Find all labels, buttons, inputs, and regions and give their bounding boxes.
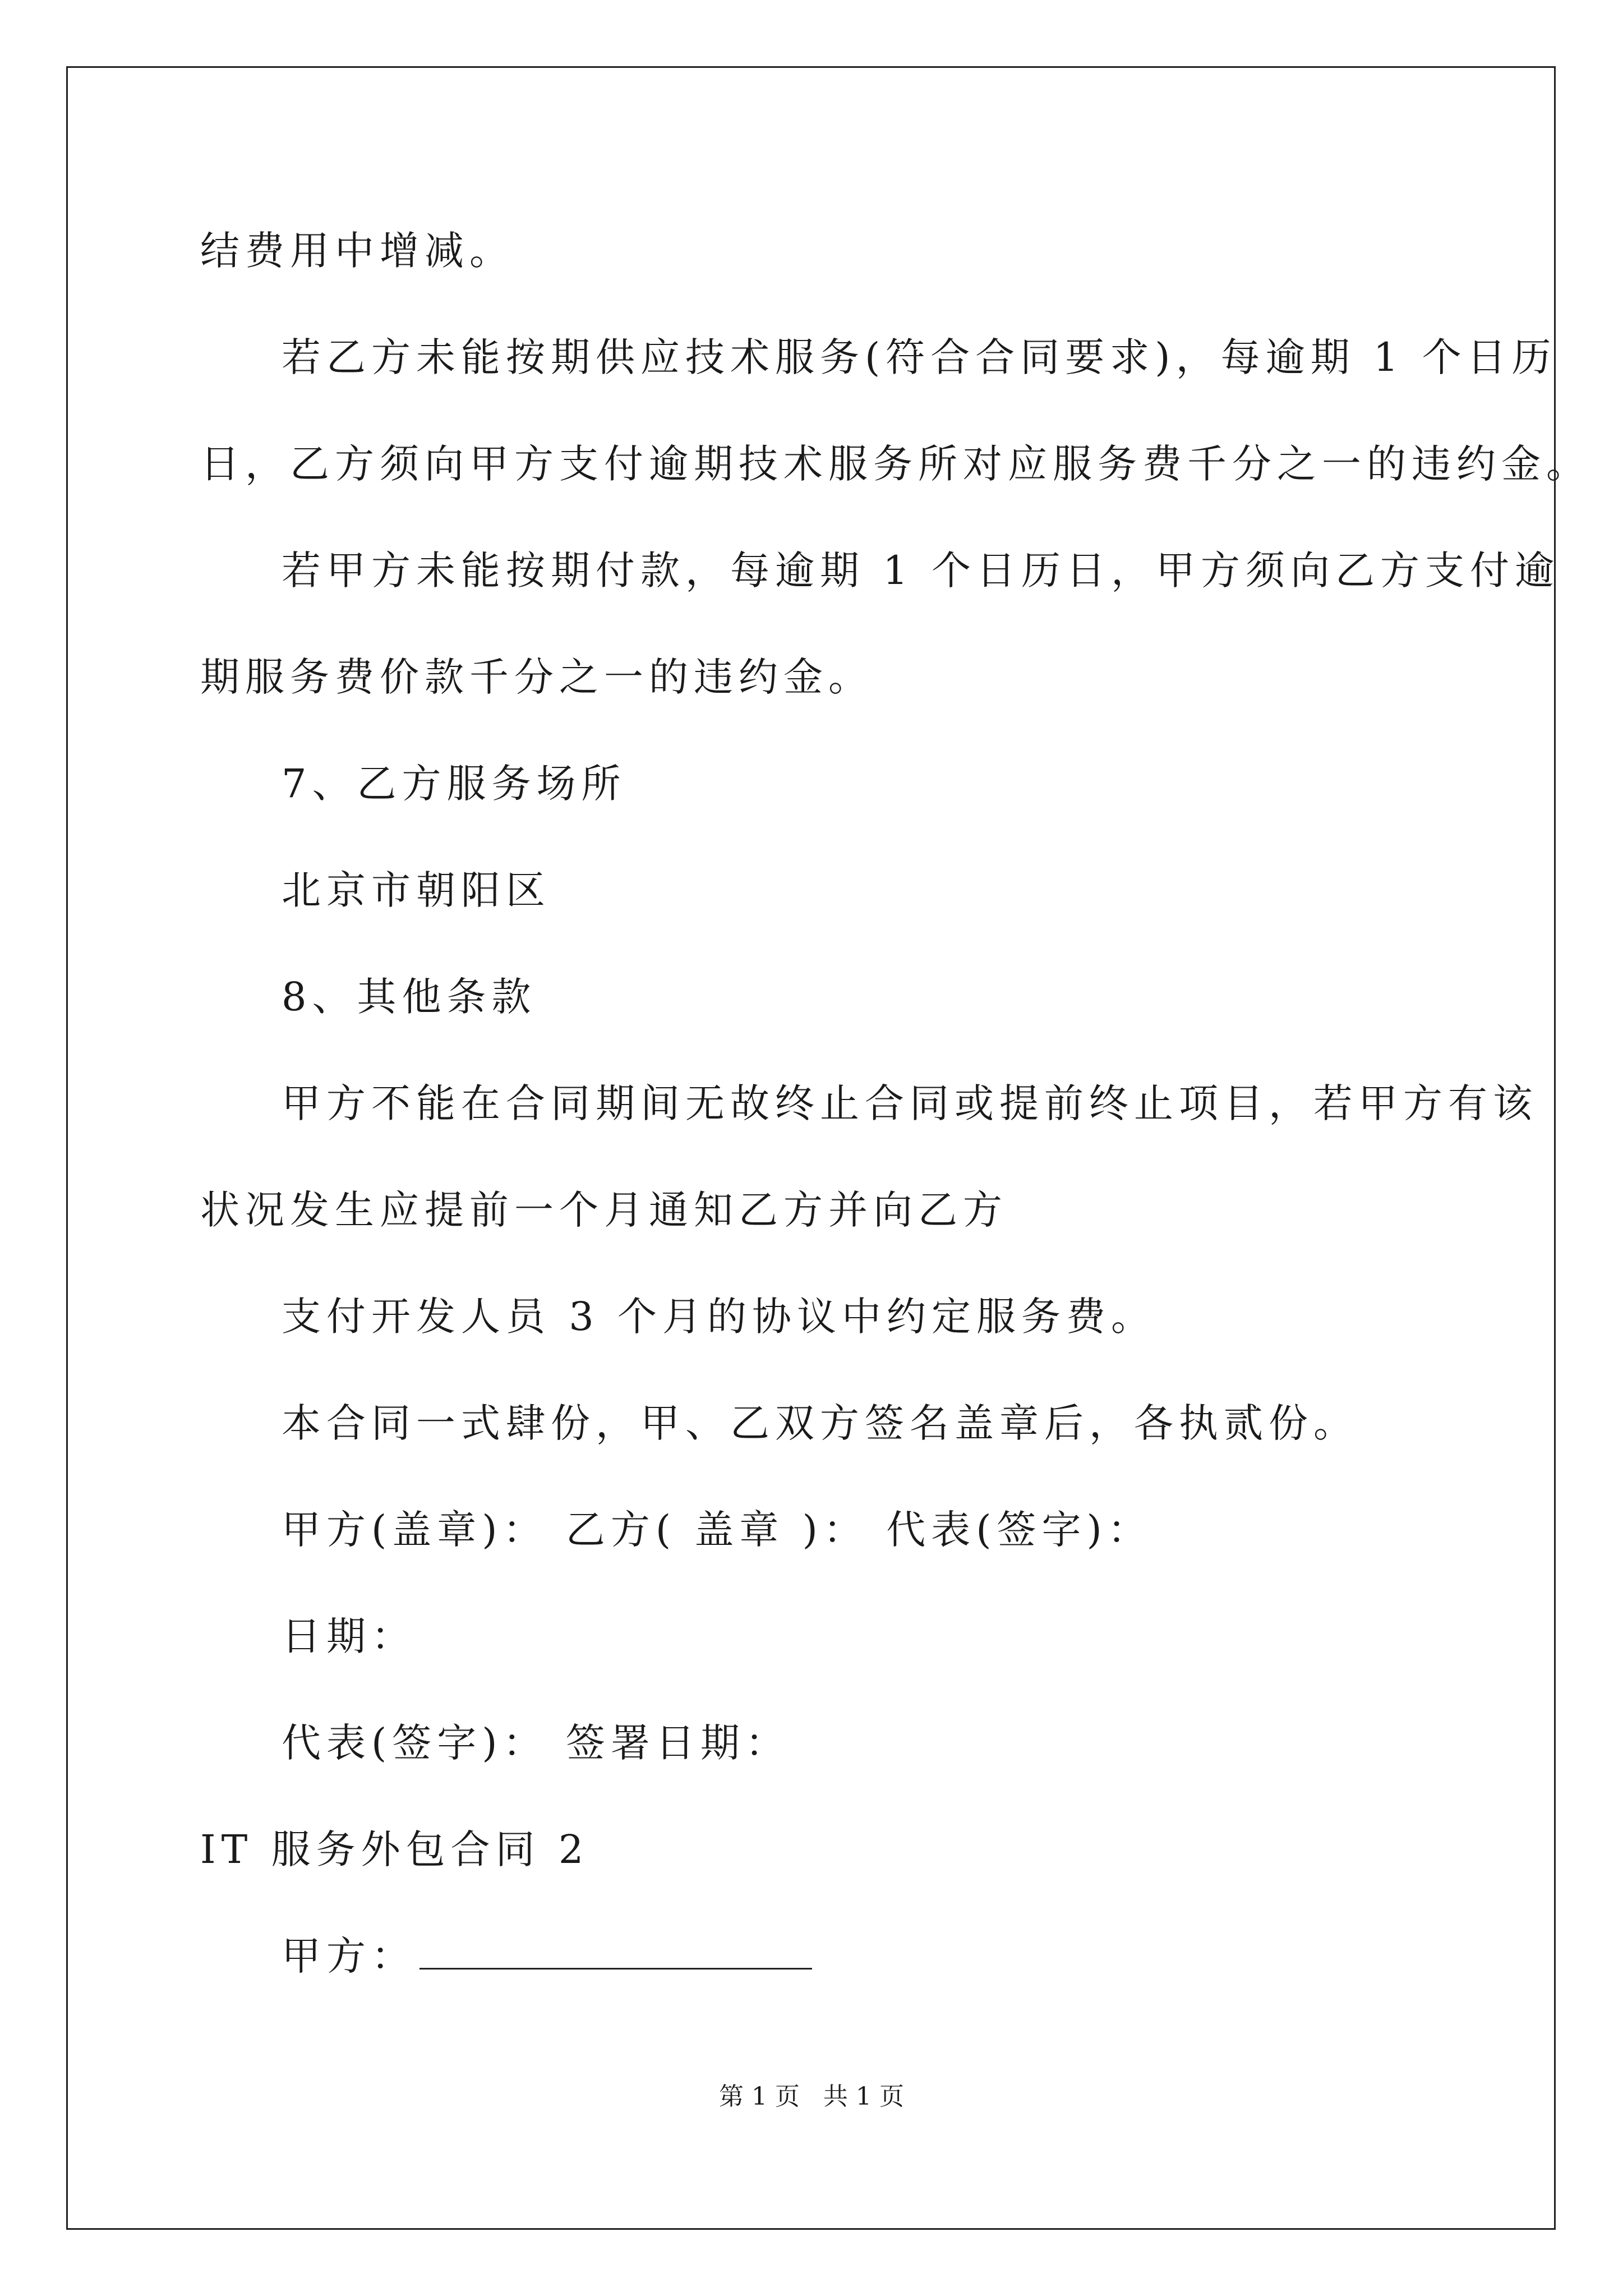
date-line: 日期：: [282, 1613, 416, 1659]
signature-line: 甲方(盖章)： 乙方( 盖章 )： 代表(签字)：: [282, 1507, 1152, 1553]
party-a-label: 甲方：: [282, 1933, 416, 1979]
paragraph-line: 若甲方未能按期付款，每逾期 1 个日历日，甲方须向乙方支付逾: [282, 547, 1560, 593]
paragraph-line: 本合同一式肆份，甲、乙双方签名盖章后，各执贰份。: [282, 1400, 1358, 1446]
paragraph-line: 支付开发人员 3 个月的协议中约定服务费。: [282, 1294, 1156, 1340]
paragraph-line: 甲方不能在合同期间无故终止合同或提前终止项目，若甲方有该: [282, 1080, 1538, 1126]
page-border: [66, 66, 1556, 2230]
paragraph-line: 若乙方未能按期供应技术服务(符合合同要求)，每逾期 1 个日历: [282, 334, 1557, 380]
section-heading: 7、乙方服务场所: [282, 761, 626, 807]
paragraph-line: 日，乙方须向甲方支付逾期技术服务所对应服务费千分之一的违约金。: [200, 441, 1591, 487]
party-a-line: [282, 1931, 812, 1981]
paragraph-line: 状况发生应提前一个月通知乙方并向乙方: [200, 1187, 1008, 1233]
section-heading: 8、其他条款: [282, 974, 537, 1020]
paragraph-line: 北京市朝阳区: [282, 867, 551, 913]
party-a-blank: [419, 1933, 812, 1970]
contract-title: IT 服务外包合同 2: [200, 1826, 589, 1872]
paragraph-line: 结费用中增减。: [200, 228, 514, 274]
page-footer: 第 1 页 共 1 页: [719, 2082, 904, 2111]
paragraph-line: 期服务费价款千分之一的违约金。: [200, 654, 873, 700]
signature-line: 代表(签字)： 签署日期：: [282, 1720, 790, 1766]
